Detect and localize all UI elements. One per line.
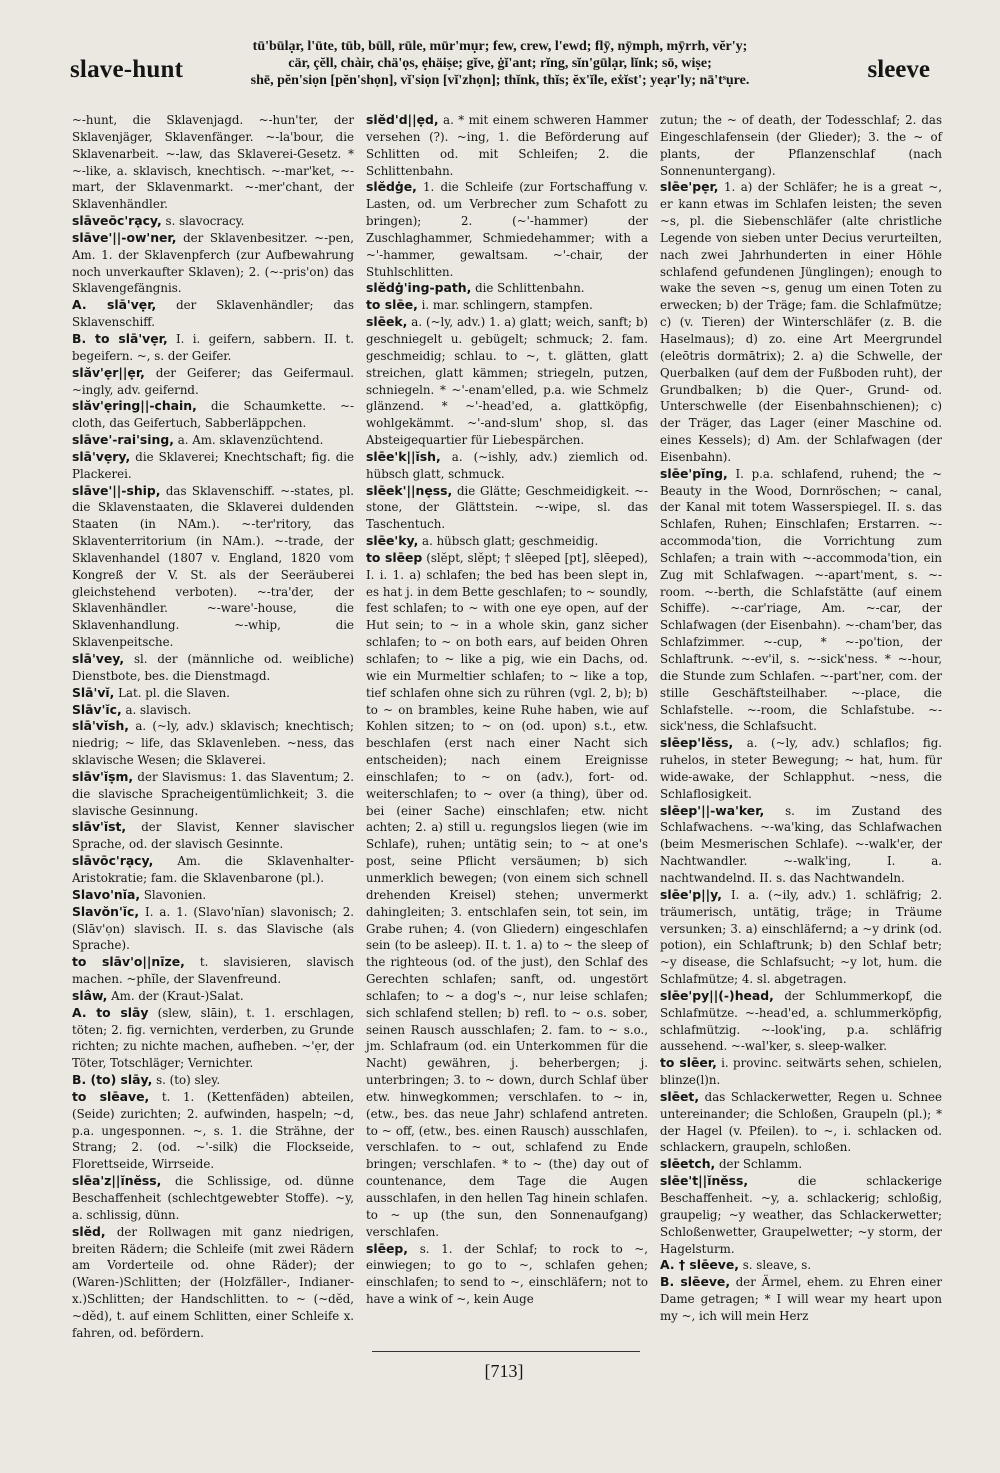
headword: Slavo'nĭa, (72, 886, 141, 902)
definition-text: der Sklavenbesitzer. ~-pen, Am. 1. der Sklavenpferch (zur Aufbewahrung noch unverkaufter Sklaven); 2. (~-pris'on) das Sklavengefängnis. (72, 230, 354, 296)
folio-rule (372, 1351, 640, 1352)
headword: B. (to) slāy, (72, 1072, 153, 1088)
dictionary-entry (660, 803, 942, 887)
dictionary-entry (72, 853, 354, 887)
definition-text: a. Am. sklavenzüchtend. (177, 433, 324, 448)
dictionary-entry (72, 112, 354, 213)
definition-text: I. p.a. schlafend, ruhend; the ~ Beauty in the Wood, Dornröschen; ~ canal, der Kanal mit totem Wasserspiegel. II. s. das Schlafen, Ruhen; Einschlafen; Erstarren. ~-accommoda'tion, die Vorrichtung zum Schlafen; a train with ~-accommoda'tion, ein Zug mit Schlafwagen. ~-apart'ment, s. ~-room. ~-berth, die Schlafstätte (auf einem Schiffe). ~-car'riage, Am. ~-car, der Schlafwagen (der Eisenbahn). ~-cham'ber, das Schlafzimmer. ~-cup, * ~-po'tion, der Schlaftrunk. ~-ev'il, s. ~-sick'ness. * ~-hour, die Stunde zum Schlafen. ~-part'ner, com. der stille Geschäftsteilhaber. ~-place, die Schlafstelle. ~-room, die Schlafstube. ~-sick'ness, die Schlafsucht. (660, 466, 942, 734)
headword: slēep, (366, 1240, 409, 1256)
headword: slĕdġ'ing-path, (366, 280, 472, 296)
definition-text: a. * mit einem schweren Hammer versehen (?). ~ing, 1. die Beförderung auf Schlitten od. mit Schleifen; 2. die Schlittenbahn. (366, 113, 648, 178)
definition-text: zutun; the ~ of death, der Todesschlaf; 2. das Eingeschlafensein (der Glieder); 3. the ~ of plants, der Pflanzenschlaf (nach Sonnenuntergang). (660, 113, 942, 178)
dictionary-entry (660, 1274, 942, 1325)
headword: to slēave, (72, 1088, 150, 1104)
definition-text: t. slavisieren, slavisch machen. ~phĭle, der Slavenfreund. (72, 955, 354, 987)
definition-text: die Schaumkette. ~-cloth, das Geifertuch, Sabberläppchen. (72, 399, 354, 431)
definition-text: Am. die Sklavenhalter-Aristokratie; fam. die Sklavenbarone (pl.). (72, 854, 355, 885)
dictionary-entry (366, 449, 648, 483)
definition-text: der Sklavenhändler; das Sklavenschiff. (72, 298, 355, 330)
definition-text: a. hübsch glatt; geschmeidig. (422, 534, 599, 549)
headword: A. † slēeve, (660, 1257, 739, 1273)
headword: slēet, (660, 1088, 700, 1104)
headword: to slēe, (366, 297, 418, 313)
dictionary-entry (660, 179, 942, 465)
definition-text: sl. der (männliche od. weibliche) Dienstbote, bes. die Dienstmagd. (72, 652, 355, 683)
headword: A. slā'vẹr, (72, 297, 157, 313)
column-1 (72, 112, 354, 1342)
definition-text: Lat. pl. die Slaven. (118, 685, 230, 700)
headword: Slāv'ĭc, (72, 701, 122, 717)
dictionary-entry (72, 483, 354, 651)
definition-text: a. (~ly, adv.) sklavisch; knechtisch; niedrig; ~ life, das Sklavenleben. ~ness, das sklavische Wesen; die Sklaverei. (72, 719, 355, 768)
dictionary-entry (660, 887, 942, 988)
page-number: [713] (484, 1361, 524, 1381)
dictionary-entry (72, 1224, 354, 1342)
column-2 (366, 112, 648, 1308)
column-3 (660, 112, 942, 1325)
dictionary-entry (72, 449, 354, 483)
definition-text: der Rollwagen mit ganz niedrigen, breiten Rädern; die Schleife (mit zwei Rädern am Vorderteile od. ohne Räder); der (Waren-)Schlitten; der (Holzfäller-, Indianer- x.)Schlitten; der Handschlitten. to ~ (~dĕd, ~dĕd), t. auf einem Schlitten, einer Schleife x. fahren, od. befördern. (72, 1224, 355, 1340)
dictionary-entry (366, 297, 648, 314)
dictionary-entry (72, 904, 354, 955)
definition-text: s. 1. der Schlaf; to rock to ~, einwiegen; to go to ~, schlafen gehen; einschlafen; to send to ~, einschläfern; not to have a wink of ~, kein Auge (366, 1241, 648, 1307)
headword: slā'vĭsh, (72, 718, 130, 734)
headword: slēek, (366, 314, 408, 330)
definition-text: a. (~ishly, adv.) ziemlich od. hübsch glatt, schmuck. (366, 449, 649, 481)
definition-text: s. im Zustand des Schlafwachens. ~-wa'king, das Schlafwachen (beim Mesmerischen Schlafe). ~-walk'er, der Nachtwandler. ~-walk'ing, I. a. nachtwandelnd. II. s. das Nachtwandeln. (660, 803, 943, 885)
definition-text: I. a. (~ily, adv.) 1. schläfrig; 2. träumerisch, untätig, träge; in Träume versunken; 3. a) einschläfernd; a ~y drink (od. potion), ein Schlaftrunk; b) den Schlaf betr; ~y disease, die Schlafsucht; ~y lot, hum. die Schlafmütze; 4. sl. abgetragen. (660, 887, 943, 987)
dictionary-entry (366, 179, 648, 280)
dictionary-entry (72, 398, 354, 432)
headword: B. to slā'vẹr, (72, 330, 168, 346)
headword: A. to slāy (72, 1004, 149, 1020)
dictionary-entry (660, 466, 942, 736)
headword: B. slēeve, (660, 1274, 731, 1290)
definition-text: der Ärmel, ehem. zu Ehren einer Dame getragen; * I will wear my heart upon my ~, ich will mein Herz (660, 1275, 942, 1323)
definition-text: der Geiferer; das Geifermaul. ~ingly, adv. geifernd. (72, 365, 355, 397)
dictionary-entry (660, 1257, 942, 1274)
definition-text: der Slavist, Kenner slavischer Sprache, od. der slavisch Gesinnte. (72, 820, 354, 852)
headword: slăv'ẹring||-chain, (72, 398, 197, 414)
dictionary-entry (660, 735, 942, 802)
definition-text: der Schlamm. (718, 1157, 803, 1172)
dictionary-entry (72, 954, 354, 988)
headword: slēe'ky, (366, 533, 419, 549)
dictionary-entry (72, 887, 354, 904)
dictionary-entry (72, 432, 354, 449)
pronunciation-key-line-1: tū'būlạr, l'ūte, tūb, būll, rūle, mūr'mụr; few, crew, l'ewd; flȳ, nȳmph, mȳrrh, vĕr'y; (252, 39, 748, 54)
dictionary-entry (72, 718, 354, 769)
dictionary-entry (366, 280, 648, 297)
definition-text: der Schlummerkopf, die Schlafmütze. ~-head'ed, a. schlummerköpfig, schlafmützig. ~-look'ing, p.a. schläfrig aussehend. ~-wal'ker, s. sleep-walker. (660, 988, 942, 1054)
definition-text: a. (~ly, adv.) 1. a) glatt; weich, sanft; b) geschniegelt u. gebügelt; schmuck; 2. fam. geschmeidig; schlau. to ~, t. glätten, glatt streichen, glatt kämmen; striegeln, putzen, schniegeln. * ~'-enam'elled, p.a. wie Schmelz glänzend. * ~'-head'ed, a. glattköpfig, wohlgekämmt. ~'-and-slum' shop, sl. das Absteigequartier für Liebespärchen. (366, 315, 648, 448)
dictionary-entry (366, 1241, 648, 1308)
dictionary-entry (72, 988, 354, 1005)
left-guide-word: slave-hunt (70, 56, 184, 83)
dictionary-entry (72, 1072, 354, 1089)
definition-text: s. sleave, s. (742, 1258, 812, 1273)
headword: to slēer, (660, 1055, 717, 1071)
headword: slēetch, (660, 1156, 716, 1172)
headword: slâw, (72, 987, 108, 1003)
dictionary-entry (366, 112, 648, 179)
dictionary-entry (72, 213, 354, 230)
dictionary-entry (660, 112, 942, 179)
dictionary-entry (366, 533, 648, 550)
headword: Slā'vĭ, (72, 684, 115, 700)
dictionary-entry (660, 1173, 942, 1257)
pronunciation-key-line-3: shē, pĕn'siọn [pĕn'shọn], vĭ'siọn [vĭ'zhọn]; thĭnk, thĭs; ĕx'ĭle, eẋĭst'; yeạr'ly; nā'tˢụre. (250, 73, 750, 88)
dictionary-entry (660, 1055, 942, 1089)
definition-text: der Slavismus: 1. das Slaventum; 2. die slavische Spracheigentümlichkeit; 3. die slavische Gesinnung. (72, 769, 354, 818)
definition-text: (slĕpt, slĕpt; † slēeped [pt], slēeped), I. i. 1. a) schlafen; the bed has been slept in, es hat j. in dem Bette geschlafen; to ~ soundly, fest schlafen; to ~ with one eye open, auf der Hut sein; to ~ in a whole skin, ganz sicher schlafen; to ~ on both ears, auf beiden Ohren schlafen; to ~ like a pig, wie ein Dachs, od. wie ein Murmeltier schlafen; to ~ like a top, tief schlafen ohne sich zu rühren (vgl. 2, b); b) to ~ on brambles, keine Ruhe haben, wie auf Kohlen sitzen; to ~ on (od. upon) s.t., etw. beschlafen (erst nach einer Nacht sich entscheiden); nach einem Ereignisse einschlafen; to ~ on (adv.), fort- od. weiterschlafen; to ~ over (a thing), über od. bei (einer Sache) einschlafen; etw. nicht achten; 2. a) still u. regungslos liegen (wie im Schlafe), ruhen; untätig sein; to ~ at one's post, seine Pflicht versäumen; b) sich unmerklich bewegen; (von einem sich schnell drehenden Kreisel) stehen; unvermerkt dahingleiten; 3. entschlafen sein, tot sein, im Grabe ruhen; 4. (von Gliedern) eingeschlafen sein (to be asleep). II. t. 1. a) to ~ the sleep of the righteous (od. of the just), den Schlaf des Gerechten schlafen; sanft, od. ungestört schlafen; to ~ a dog's ~, nur leise schlafen; sich schlafend stellen; b) refl. to ~ o.s. sober, seinen Rausch ausschlafen; 2. fam. to ~ s.o., jm. Schlafraum (od. ein Unterkommen für die Nacht) gewähren, j. beherbergen; j. unterbringen; 3. to ~ down, durch Schlaf über etw. hinwegkommen; verschlafen. to ~ in, (etw., bes. das neue Jahr) schlafend antreten. to ~ off, (etw., bes. einen Rausch) ausschlafen, verschlafen. to ~ out, schlafend zu Ende bringen; verschlafen. * to ~ (the) day out of countenance, dem Tage die Augen ausschlafen, in den hellen Tag hinein schlafen. to ~ up (the sun, den Sonnenaufgang) verschlafen. (366, 550, 649, 1239)
definition-text: I. i. geifern, sabbern. II. t. begeifern. ~, s. der Geifer. (72, 331, 355, 363)
dictionary-entry (72, 365, 354, 399)
definition-text: das Schlackerwetter, Regen u. Schnee untereinander; die Schloßen, Graupeln (pl.); * der Hagel (v. Pfeilen). to ~, i. schlacken od. schlackern, graupeln, schloßen. (660, 1089, 943, 1155)
pronunciation-key-line-2: cär, çĕll, chàir, chä'ọs, ẹhäiṣe; gĭve, ġĭ'ant; rĭng, sĭn'gūlạr, lĭnk; sō, wiṣe; (288, 56, 712, 71)
headword: slēe'py||(-)head, (660, 987, 774, 1003)
definition-text: die Glätte; Geschmeidigkeit. ~-stone, der Glättstein. ~-wipe, sl. das Taschentuch. (366, 483, 649, 532)
headword: to slāv'o||nīze, (72, 954, 185, 970)
headword: Slavŏn'ĭc, (72, 903, 140, 919)
dictionary-entry (366, 483, 648, 534)
definition-text: Am. der (Kraut-)Salat. (111, 988, 244, 1003)
definition-text: die schlackerige Beschaffenheit. ~y, a. schlackerig; schloßig, graupelig; ~y weather, das Schlackerwetter; Schloßenwetter, Graupelwetter; ~y storm, der Hagelsturm. (660, 1174, 942, 1256)
dictionary-entry (72, 651, 354, 685)
headword: slāve'-rai'sing, (72, 432, 174, 448)
headword: slāveōc'rạcy, (72, 213, 162, 229)
dictionary-entry (660, 988, 942, 1055)
dictionary-entry (660, 1156, 942, 1173)
headword: slāv'ĭst, (72, 819, 127, 835)
dictionary-entry (72, 1089, 354, 1173)
headword: slĕd'd||ẹd, (366, 112, 439, 127)
definition-text: a. (~ly, adv.) schlaflos; fig. ruhelos, in steter Bewegung; ~ hat, hum. für wide-awake, der Schlapphut. ~ness, die Schlaflosigkeit. (660, 736, 943, 801)
dictionary-entry (660, 1089, 942, 1156)
headword: slēep'lĕss, (660, 735, 734, 751)
dictionary-entry (72, 685, 354, 702)
headword: slēe't||ĭnĕss, (660, 1173, 749, 1189)
right-guide-word: sleeve (867, 56, 930, 83)
headword: slēe'pĭng, (660, 465, 728, 481)
definition-text: a. slavisch. (125, 702, 192, 717)
headword: slāv'ĭṣm, (72, 768, 134, 784)
dictionary-entry (72, 769, 354, 820)
definition-text: Slavonien. (143, 887, 207, 902)
definition-text: t. 1. (Kettenfäden) abteilen, (Seide) zurichten; 2. aufwinden, haspeln; ~d, p.a. ungesponnen. ~, s. 1. die Strähne, der Strang; 2. (od. ~'-silk) die Flockseide, Florettseide, Wirrseide. (72, 1089, 355, 1172)
dictionary-entry (72, 1173, 354, 1224)
definition-text: (slew, slāin), t. 1. erschlagen, töten; 2. fig. vernichten, verderben, zu Grunde richten; zu nichte machen, aufheben. ~'ẹr, der Töter, Totschläger; Vernichter. (72, 1005, 354, 1071)
headword: slā'vey, (72, 651, 125, 666)
headword: slāve'||-ow'ner, (72, 229, 177, 245)
definition-text: i. provinc. seitwärts sehen, schielen, blinze(l)n. (660, 1056, 942, 1088)
dictionary-entry (72, 297, 354, 331)
dictionary-entry (72, 230, 354, 297)
dictionary-entry (72, 331, 354, 365)
definition-text: das Sklavenschiff. ~-states, pl. die Sklavenstaaten, die Sklaverei duldenden Staaten (in NAm.). ~-ter'ritory, das Sklaventerritorium (in NAm.). ~-trade, der Sklavenhandel (1807 v. England, 1820 vom Kongreß der V. St. als der Seeräuberei gleichstehend verboten). ~-tra'der, der Sklavenhändler. ~-ware'-house, die Sklavenhandlung. ~-whip, die Sklavenpeitsche. (72, 483, 354, 650)
headword: slāvōc'rạcy, (72, 853, 154, 869)
definition-text: 1. a) der Schläfer; he is a great ~, er kann etwas im Schlafen leisten; the seven ~s, pl. die Siebenschläfer (alte christliche Legende von sieben unter Decius verurteilten, nach zwei Jahrhunderten in einer Höhle schlafend gefundenen Jünglingen); enough to wake the seven ~s, genug um einen Toten zu erwecken; b) der Träge; fam. die Schlafmütze; c) (v. Tieren) der Winterschläfer (z. B. die Haselmaus); d) zo. eine Art Meergrundel (eleōtris dormātrix); 2. a) die Schwelle, der Querbalken (auf dem der Fußboden ruht), der Grundbalken; b) die Quer-, Grund- od. Unterschwelle (der Eisenbahnschienen); c) der Träger, das Lager (einer Maschine od. eines Kessels); d) Am. der Schlafwagen (der Eisenbahn). (660, 180, 942, 464)
definition-text: ~-hunt, die Sklavenjagd. ~-hun'ter, der Sklavenjäger, Sklavenfänger. ~-la'bour, die Sklavenarbeit. ~-law, das Sklaverei-Gesetz. * ~-like, a. sklavisch, knechtisch. ~-mar'ket, ~-mart, der Sklavenmarkt. ~-mer'chant, der Sklavenhändler. (72, 113, 354, 212)
dictionary-entry (72, 1005, 354, 1072)
definition-text: die Schlittenbahn. (475, 281, 585, 296)
headword: slēep'||-wa'ker, (660, 802, 765, 818)
definition-text: I. a. 1. (Slavo'nĭan) slavonisch; 2. (Slāv'ọn) slavisch. II. s. das Slavische (als Sprache). (72, 904, 354, 953)
headword: slēe'p||y, (660, 886, 722, 902)
dictionary-entry (366, 550, 648, 1241)
definition-text: die Schlissige, od. dünne Beschaffenheit (schlechtgewebter Stoffe). ~y, a. schlissig, dünn. (72, 1174, 354, 1222)
definition-text: 1. die Schleife (zur Fortschaffung v. Lasten, od. um Verbrecher zum Schafott zu bringen); 2. (~'-hammer) der Zuschlaghammer, Schmiedehammer; with a ~'-hammer, gewaltsam. ~'-chair, der Stuhlschlitten. (366, 180, 649, 279)
headword: slāve'||-ship, (72, 482, 161, 498)
definition-text: s. (to) sley. (156, 1073, 221, 1088)
headword: slēe'k||ĭsh, (366, 448, 441, 464)
definition-text: s. slavocracy. (165, 214, 245, 229)
headword: slēa'z||ĭnĕss, (72, 1173, 162, 1189)
headword: slēek'||nẹss, (366, 482, 453, 498)
headword: to slēep (366, 549, 423, 565)
headword: slā'vẹry, (72, 448, 131, 464)
dictionary-entry (72, 819, 354, 853)
definition-text: die Sklaverei; Knechtschaft; fig. die Plackerei. (72, 449, 355, 481)
headword: slăv'ẹr||ẹr, (72, 364, 145, 380)
dictionary-entry (366, 314, 648, 449)
headword: slĕd, (72, 1223, 106, 1239)
definition-text: i. mar. schlingern, stampfen. (421, 298, 593, 313)
headword: slĕdġe, (366, 179, 417, 195)
dictionary-entry (72, 702, 354, 719)
headword: slēe'pẹr, (660, 179, 719, 195)
